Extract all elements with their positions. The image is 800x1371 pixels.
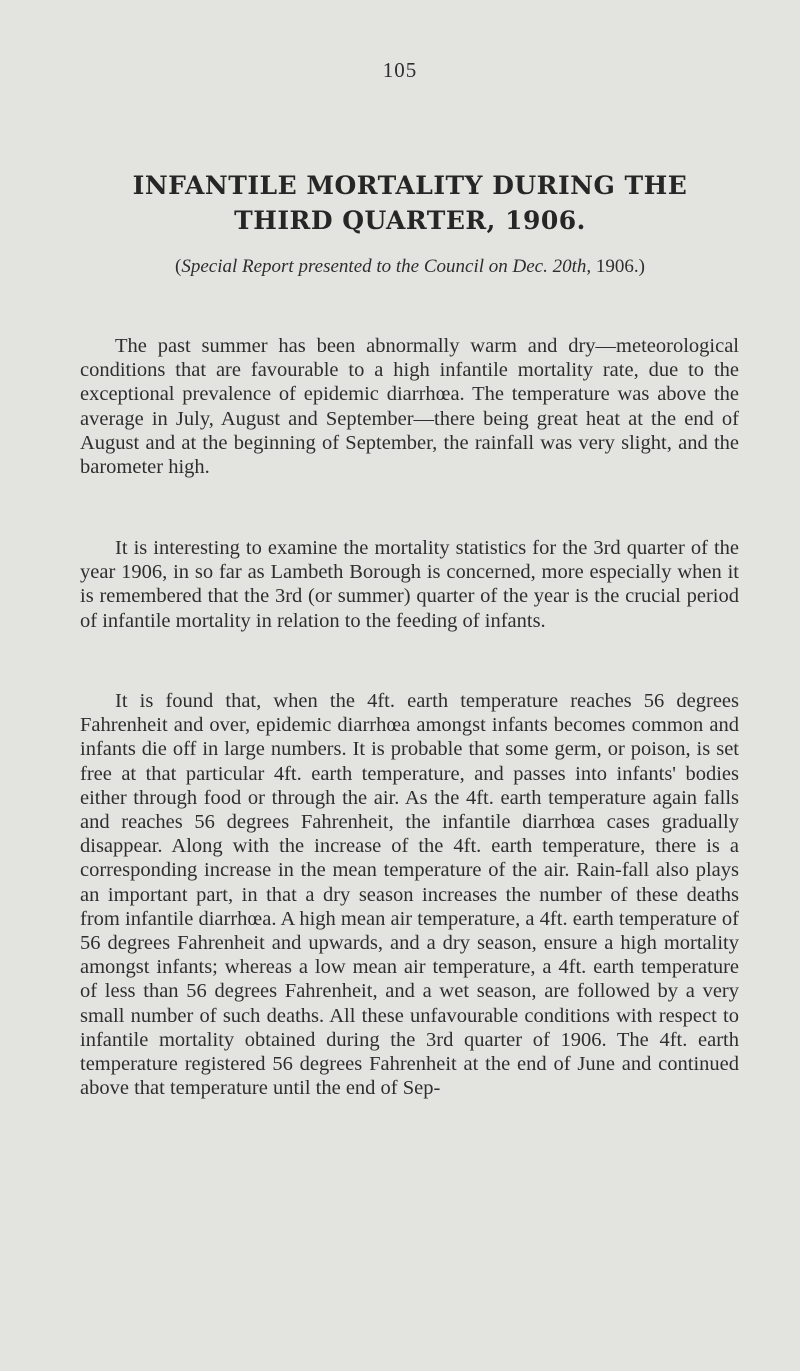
paragraph-3: It is found that, when the 4ft. earth temperature reaches 56 degrees Fahrenheit and over, epidemic diarrhœa amongst infants becomes common and infants die off in large numbers. It is probable that some germ, or poison, is set free at that particular 4ft. earth temperature, and passes into infants' bodies either through food or through the air. As the 4ft. earth temperature again falls and reaches 56 degrees Fahrenheit, the infantile diarrhœa cases gradually disappear. Along with the increase of the 4ft. earth temperature, there is a corresponding increase in the mean temperature of the air. Rain-fall also plays an important part, in that a dry season increases the number of these deaths from infantile diarrhœa. A high mean air temperature, a 4ft. earth temperature of 56 degrees Fahrenheit and upwards, and a dry season, ensure a high mortality amongst infants; whereas a low mean air temperature, a 4ft. earth temperature of less than 56 degrees Fahrenheit, and a wet season, are followed by a very small number of such deaths. All these unfavourable conditions with respect to infantile mortality obtained during the 3rd quarter of 1906. The 4ft. earth temperature registered 56 degrees Fahrenheit at the end of June and continued above that temperature until the end of Sep- [80, 690, 739, 1100]
title-line-2: THIRD QUARTER, 1906. [234, 206, 586, 235]
paragraph-1: The past summer has been abnormally warm and dry—meteorological conditions that are favourable to a high infantile mortality rate, due to the exceptional prevalence of epidemic diarrhœa. The temperature was above the average in July, August and September—there being great heat at the end of August and at the beginning of September, the rainfall was very slight, and the barometer high. [80, 335, 739, 479]
subtitle-italic: Special Report presented to the Council on Dec. 20th, [181, 256, 592, 277]
title-line-1: INFANTILE MORTALITY DURING THE [132, 171, 688, 200]
page-title [80, 168, 740, 238]
report-subtitle [80, 255, 740, 279]
subtitle-rest: 1906.) [591, 256, 645, 277]
paragraph-2: It is interesting to examine the mortality statistics for the 3rd quarter of the year 1906, in so far as Lambeth Borough is concerned, more especially when it is remembered that the 3rd (or summer) quarter of the year is the crucial period of infantile mortality in relation to the feeding of infants. [80, 537, 739, 632]
subtitle-open: ( [175, 256, 182, 277]
page-number: 105 [382, 58, 418, 82]
